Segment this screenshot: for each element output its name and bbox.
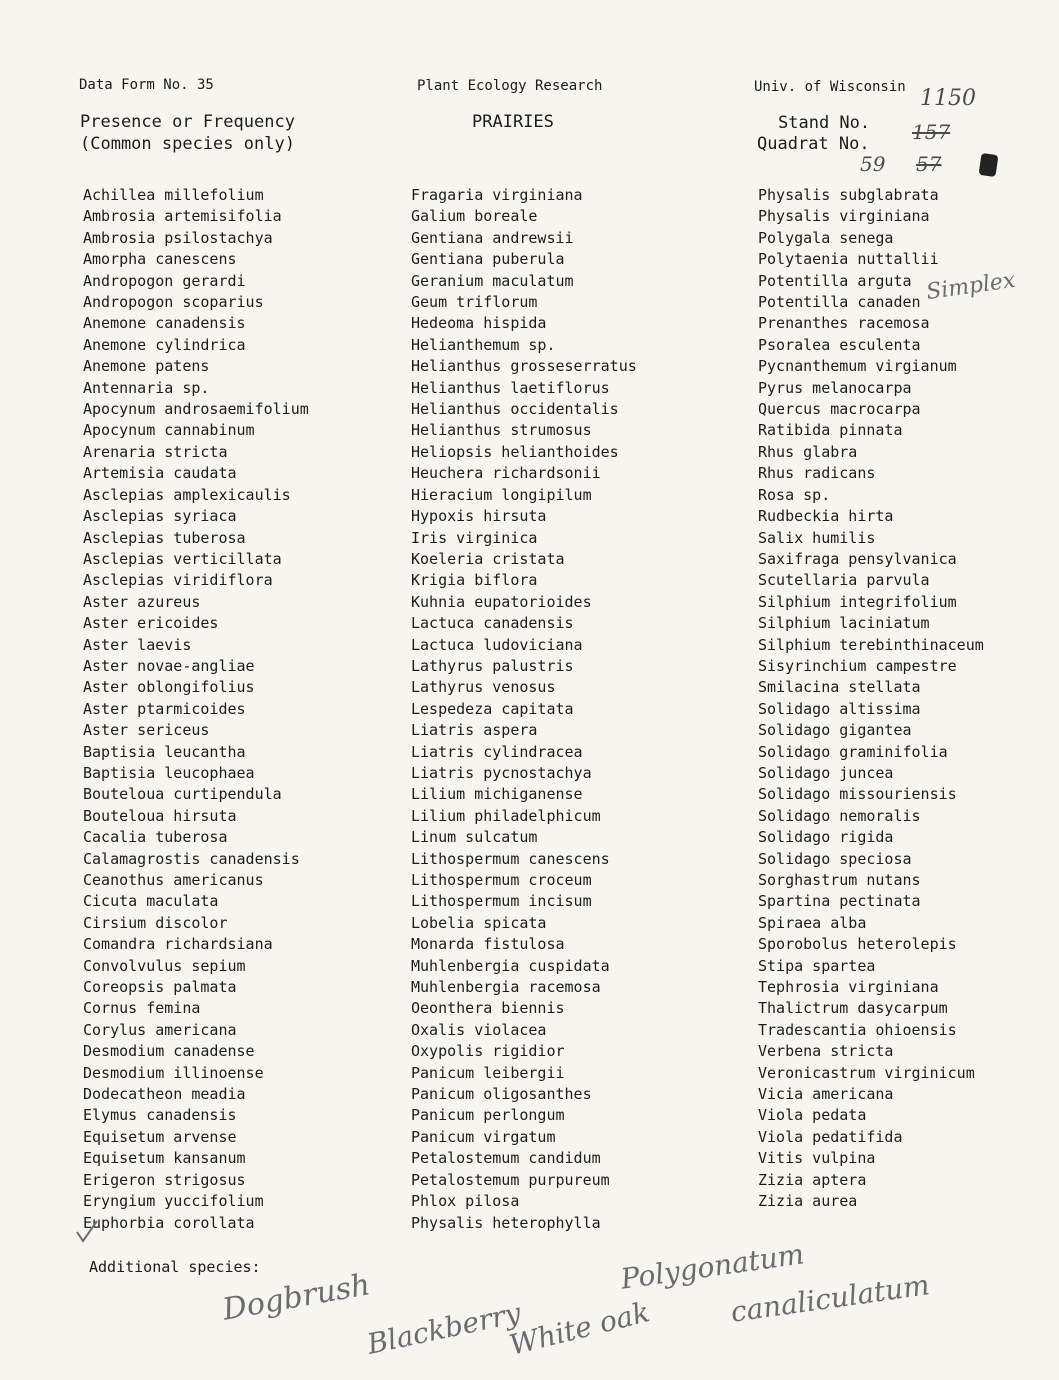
simplex-annotation: Simplex [924, 267, 1017, 306]
species-item: Lithospermum incisum [411, 892, 592, 911]
species-item: Lilium michiganense [411, 785, 583, 804]
species-item: Thalictrum dasycarpum [758, 999, 948, 1018]
species-item: Lactuca canadensis [411, 614, 574, 633]
species-item: Stipa spartea [758, 956, 876, 975]
species-item: Silphium laciniatum [758, 614, 930, 633]
species-item: Andropogon gerardi [83, 271, 246, 290]
species-item: Panicum perlongum [411, 1106, 565, 1125]
species-item: Physalis heterophylla [411, 1213, 601, 1232]
species-item: Solidago rigida [758, 828, 894, 847]
species-item: Potentilla arguta [758, 271, 912, 290]
species-item: Solidago missouriensis [758, 785, 957, 804]
species-item: Comandra richardsiana [83, 935, 273, 954]
species-item: Silphium terebinthinaceum [758, 635, 984, 654]
organization-name: Plant Ecology Research [417, 78, 603, 94]
species-item: Apocynum cannabinum [83, 421, 255, 440]
handwritten-species-1: Dogbrush [220, 1267, 373, 1328]
species-item: Oxalis violacea [411, 1020, 547, 1039]
species-item: Vitis vulpina [758, 1149, 876, 1168]
species-item: Ratibida pinnata [758, 421, 903, 440]
species-item: Vicia americana [758, 1085, 894, 1104]
species-item: Eryngium yuccifolium [83, 1192, 264, 1211]
species-item: Aster sericeus [83, 721, 210, 740]
species-item: Sorghastrum nutans [758, 871, 921, 889]
species-item: Silphium integrifolium [758, 592, 957, 611]
species-item: Hieracium longipilum [411, 485, 592, 504]
species-item: Helianthus strumosus [411, 421, 592, 440]
species-item: Pycnanthemum virgianum [758, 357, 957, 376]
species-item: Anemone canadensis [83, 314, 246, 333]
species-item: Helianthus laetiflorus [411, 378, 610, 397]
species-item: Potentilla canaden [758, 293, 921, 312]
species-item: Dodecatheon meadia [83, 1085, 246, 1104]
species-item: Iris virginica [411, 528, 538, 547]
quadrat-number-handwritten: 59 [860, 152, 886, 176]
species-item: Hypoxis hirsuta [411, 507, 547, 526]
species-item: Lathyrus palustris [411, 656, 574, 675]
species-item: Aster ericoides [83, 614, 219, 633]
handwritten-species-3: White oak [506, 1295, 653, 1362]
species-item: Heliopsis helianthoides [411, 442, 619, 461]
check-mark-icon [74, 1218, 100, 1244]
species-item: Panicum virgatum [411, 1127, 556, 1146]
species-item: Aster azureus [83, 592, 201, 611]
species-item: Asclepias tuberosa [83, 528, 246, 547]
species-item: Ambrosia artemisifolia [83, 207, 282, 226]
species-item: Aster laevis [83, 635, 192, 654]
species-item: Anemone patens [83, 357, 210, 376]
species-item: Geranium maculatum [411, 271, 574, 290]
species-item: Heuchera richardsonii [411, 464, 601, 483]
species-item: Asclepias verticillata [83, 549, 282, 568]
species-item: Physalis virginiana [758, 207, 930, 226]
handwritten-species-2: Blackberry [364, 1296, 524, 1361]
species-item: Smilacina stellata [758, 678, 921, 697]
species-item: Gentiana puberula [411, 250, 565, 269]
species-item: Zizia aptera [758, 1170, 867, 1189]
species-item: Liatris aspera [411, 721, 538, 740]
species-item: Desmodium canadense [83, 1042, 255, 1061]
species-item: Spiraea alba [758, 913, 867, 932]
species-item: Geum triflorum [411, 293, 538, 312]
species-item: Cacalia tuberosa [83, 828, 228, 847]
species-item: Pyrus melanocarpa [758, 378, 912, 397]
handwritten-species-5: canaliculatum [728, 1268, 932, 1329]
species-item: Lobelia spicata [411, 913, 547, 932]
species-item: Antennaria sp. [83, 378, 210, 397]
species-item: Polygala senega [758, 228, 894, 247]
species-item: Oxypolis rigidior [411, 1042, 565, 1061]
species-item: Calamagrostis canadensis [83, 849, 300, 868]
stand-number-struck: 157 [912, 120, 951, 144]
species-item: Artemisia caudata [83, 464, 237, 483]
species-item: Solidago speciosa [758, 849, 912, 868]
species-item: Petalostemum purpureum [411, 1170, 610, 1189]
species-item: Amorpha canescens [83, 250, 237, 269]
handwritten-species-4: Polygonatum [618, 1237, 807, 1296]
species-item: Rudbeckia hirta [758, 507, 894, 526]
species-column-2 [411, 185, 637, 1234]
species-item: Liatris cylindracea [411, 742, 583, 761]
species-item: Spartina pectinata [758, 892, 921, 911]
ink-blot [979, 153, 999, 177]
species-item: Aster ptarmicoides [83, 699, 246, 718]
species-item: Lathyrus venosus [411, 678, 556, 697]
species-item: Asclepias syriaca [83, 507, 237, 526]
species-item: Zizia aurea [758, 1192, 858, 1211]
species-item: Desmodium illinoense [83, 1063, 264, 1082]
species-item: Anemone cylindrica [83, 335, 246, 354]
species-item: Apocynum androsaemifolium [83, 400, 309, 419]
species-item: Salix humilis [758, 528, 876, 547]
species-item: Muhlenbergia cuspidata [411, 956, 610, 975]
species-item: Cirsium discolor [83, 913, 228, 932]
species-item: Ceanothus americanus [83, 871, 264, 889]
species-item: Hedeoma hispida [411, 314, 547, 333]
center-title: PRAIRIES [472, 112, 554, 132]
species-item: Lilium philadelphicum [411, 806, 601, 825]
species-column-3 [758, 185, 984, 1213]
form-title-line1: Presence or Frequency [80, 112, 295, 132]
form-number: Data Form No. 35 [79, 77, 214, 93]
species-item: Linum sulcatum [411, 828, 538, 847]
university-name: Univ. of Wisconsin [754, 79, 906, 95]
species-column-1 [83, 185, 309, 1234]
species-item: Baptisia leucantha [83, 742, 246, 761]
species-item: Arenaria stricta [83, 442, 228, 461]
species-item: Physalis subglabrata [758, 186, 939, 204]
species-item: Lespedeza capitata [411, 699, 574, 718]
species-item: Asclepias viridiflora [83, 571, 273, 590]
stand-number-handwritten: 1150 [920, 86, 976, 111]
species-item: Veronicastrum virginicum [758, 1063, 975, 1082]
quadrat-number-struck: 57 [916, 152, 942, 176]
species-item: Corylus americana [83, 1020, 237, 1039]
species-item: Aster oblongifolius [83, 678, 255, 697]
species-item: Saxifraga pensylvanica [758, 549, 957, 568]
species-item: Krigia biflora [411, 571, 538, 590]
species-item: Helianthus occidentalis [411, 400, 619, 419]
species-item: Baptisia leucophaea [83, 763, 255, 782]
species-item: Gentiana andrewsii [411, 228, 574, 247]
species-item: Viola pedatifida [758, 1127, 903, 1146]
species-item: Rosa sp. [758, 485, 831, 504]
species-item: Andropogon scoparius [83, 293, 264, 312]
species-item: Achillea millefolium [83, 186, 264, 204]
species-item: Liatris pycnostachya [411, 763, 592, 782]
species-item: Petalostemum candidum [411, 1149, 601, 1168]
species-item: Euphorbia corollata [83, 1213, 255, 1232]
species-item: Coreopsis palmata [83, 978, 237, 997]
stand-label: Stand No. [778, 113, 871, 133]
species-item: Panicum leibergii [411, 1063, 565, 1082]
species-item: Elymus canadensis [83, 1106, 237, 1125]
species-item: Koeleria cristata [411, 549, 565, 568]
species-item: Galium boreale [411, 207, 538, 226]
species-item: Kuhnia eupatorioides [411, 592, 592, 611]
species-item: Solidago nemoralis [758, 806, 921, 825]
species-item: Aster novae-angliae [83, 656, 255, 675]
species-item: Solidago gigantea [758, 721, 912, 740]
species-item: Lithospermum croceum [411, 871, 592, 889]
species-item: Sporobolus heterolepis [758, 935, 957, 954]
species-item: Lithospermum canescens [411, 849, 610, 868]
species-item: Scutellaria parvula [758, 571, 930, 590]
species-item: Convolvulus sepium [83, 956, 246, 975]
species-item: Tephrosia virginiana [758, 978, 939, 997]
species-item: Solidago altissima [758, 699, 921, 718]
additional-species-label: Additional species: [89, 1258, 261, 1276]
species-item: Equisetum kansanum [83, 1149, 246, 1168]
species-item: Solidago juncea [758, 763, 894, 782]
species-item: Prenanthes racemosa [758, 314, 930, 333]
species-item: Tradescantia ohioensis [758, 1020, 957, 1039]
species-item: Helianthemum sp. [411, 335, 556, 354]
species-item: Muhlenbergia racemosa [411, 978, 601, 997]
species-item: Rhus radicans [758, 464, 876, 483]
quadrat-label: Quadrat No. [757, 134, 870, 154]
species-item: Equisetum arvense [83, 1127, 237, 1146]
species-item: Asclepias amplexicaulis [83, 485, 291, 504]
species-item: Oeonthera biennis [411, 999, 565, 1018]
species-item: Solidago graminifolia [758, 742, 948, 761]
species-item: Verbena stricta [758, 1042, 894, 1061]
species-item: Phlox pilosa [411, 1192, 520, 1211]
species-item: Panicum oligosanthes [411, 1085, 592, 1104]
species-item: Lactuca ludoviciana [411, 635, 583, 654]
species-item: Bouteloua curtipendula [83, 785, 282, 804]
species-item: Polytaenia nuttallii [758, 250, 939, 269]
species-item: Rhus glabra [758, 442, 858, 461]
species-item: Cicuta maculata [83, 892, 219, 911]
species-item: Sisyrinchium campestre [758, 656, 957, 675]
form-title-line2: (Common species only) [80, 134, 295, 154]
species-item: Cornus femina [83, 999, 201, 1018]
species-item: Bouteloua hirsuta [83, 806, 237, 825]
species-item: Erigeron strigosus [83, 1170, 246, 1189]
species-item: Ambrosia psilostachya [83, 228, 273, 247]
species-item: Psoralea esculenta [758, 335, 921, 354]
species-item: Monarda fistulosa [411, 935, 565, 954]
species-item: Viola pedata [758, 1106, 867, 1125]
species-item: Quercus macrocarpa [758, 400, 921, 419]
species-item: Helianthus grosseserratus [411, 357, 637, 376]
species-item: Fragaria virginiana [411, 186, 583, 204]
